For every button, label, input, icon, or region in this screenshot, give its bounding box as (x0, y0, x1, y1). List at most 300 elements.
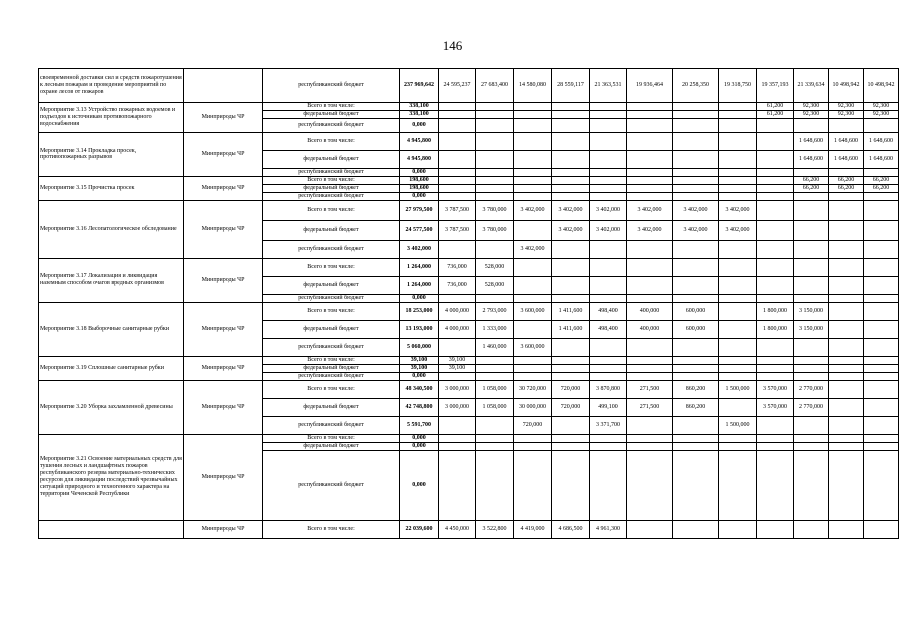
table-row (39, 520, 899, 538)
year-value-cell (552, 338, 590, 356)
year-value-cell: 3 402,000 (627, 220, 673, 240)
year-value-cell (864, 220, 899, 240)
year-value-cell: 499,100 (590, 398, 627, 416)
year-value-cell (627, 184, 673, 192)
year-value-cell (590, 434, 627, 442)
year-value-cell (757, 338, 794, 356)
year-value-cell (719, 356, 757, 364)
year-value-cell: 21 363,531 (590, 69, 627, 103)
total-cell: 39,100 (400, 356, 439, 364)
year-value-cell (757, 220, 794, 240)
total-cell: 27 979,500 (400, 200, 439, 220)
year-value-cell (864, 356, 899, 364)
year-value-cell (552, 434, 590, 442)
year-value-cell (552, 151, 590, 169)
year-value-cell: 66,200 (829, 176, 864, 184)
year-value-cell (590, 176, 627, 184)
year-value-cell (757, 442, 794, 450)
year-value-cell (719, 434, 757, 442)
year-value-cell (552, 364, 590, 372)
year-value-cell (552, 119, 590, 133)
total-cell: 18 253,000 (400, 302, 439, 320)
year-value-cell: 1 648,600 (829, 133, 864, 151)
year-value-cell (627, 442, 673, 450)
year-value-cell (864, 192, 899, 200)
year-value-cell (552, 103, 590, 111)
total-cell: 24 577,500 (400, 220, 439, 240)
year-value-cell (627, 276, 673, 294)
year-value-cell (673, 192, 719, 200)
total-cell: 0,000 (400, 450, 439, 520)
year-value-cell: 1 460,000 (476, 338, 514, 356)
year-value-cell (590, 151, 627, 169)
measure-name: Мероприятие 3.21 Освоение материальных средств для тушения лесных и ландшафтных пожаров республиканского резерва материально-технических ресурсов для ликвидации последствий чрезвычайных ситуаций природного и техногенного характера на территории Чеченской Республики (39, 434, 184, 520)
year-value-cell (829, 398, 864, 416)
year-value-cell (439, 450, 476, 520)
year-value-cell (829, 450, 864, 520)
year-value-cell (829, 169, 864, 177)
year-value-cell: 3 402,000 (552, 200, 590, 220)
year-value-cell: 61,200 (757, 111, 794, 119)
year-value-cell (829, 372, 864, 380)
year-value-cell: 3 000,000 (439, 398, 476, 416)
year-value-cell (552, 240, 590, 258)
year-value-cell (794, 364, 829, 372)
year-value-cell (627, 119, 673, 133)
table-row (39, 103, 899, 111)
year-value-cell (673, 184, 719, 192)
year-value-cell (757, 176, 794, 184)
year-value-cell (439, 133, 476, 151)
total-cell: 198,600 (400, 184, 439, 192)
year-value-cell (757, 240, 794, 258)
total-cell: 0,000 (400, 294, 439, 302)
year-value-cell: 1 500,000 (719, 416, 757, 434)
measure-name: Мероприятие 3.14 Прокладка просек, противопожарных разрывов (39, 133, 184, 177)
year-value-cell (864, 258, 899, 276)
year-value-cell (439, 416, 476, 434)
year-value-cell (590, 103, 627, 111)
year-value-cell (514, 356, 552, 364)
year-value-cell (794, 200, 829, 220)
total-cell: 198,600 (400, 176, 439, 184)
year-value-cell (627, 133, 673, 151)
year-value-cell (719, 176, 757, 184)
funding-source: Всего в том числе: (263, 200, 400, 220)
measure-name: Мероприятие 3.17 Локализация и ликвидация наземным способом очагов вредных организмов (39, 258, 184, 302)
year-value-cell (794, 119, 829, 133)
year-value-cell (719, 294, 757, 302)
year-value-cell (673, 276, 719, 294)
year-value-cell (864, 372, 899, 380)
year-value-cell (757, 450, 794, 520)
table-row (39, 434, 899, 442)
total-cell: 0,000 (400, 442, 439, 450)
year-value-cell (514, 442, 552, 450)
year-value-cell (590, 184, 627, 192)
funding-source: федеральный бюджет (263, 111, 400, 119)
funding-source: республиканский бюджет (263, 450, 400, 520)
year-value-cell (439, 176, 476, 184)
year-value-cell: 528,000 (476, 258, 514, 276)
year-value-cell: 4 686,500 (552, 520, 590, 538)
year-value-cell (514, 364, 552, 372)
year-value-cell: 61,200 (757, 103, 794, 111)
year-value-cell (864, 240, 899, 258)
year-value-cell (439, 434, 476, 442)
year-value-cell (476, 294, 514, 302)
total-cell: 42 748,800 (400, 398, 439, 416)
year-value-cell: 600,000 (673, 302, 719, 320)
year-value-cell: 860,200 (673, 380, 719, 398)
year-value-cell (476, 356, 514, 364)
year-value-cell (864, 169, 899, 177)
year-value-cell (514, 151, 552, 169)
year-value-cell: 498,400 (590, 320, 627, 338)
year-value-cell: 92,300 (864, 111, 899, 119)
measure-name: Мероприятие 3.20 Уборка захламленной древесины (39, 380, 184, 434)
year-value-cell (673, 434, 719, 442)
year-value-cell: 720,000 (514, 416, 552, 434)
year-value-cell: 2 770,000 (794, 398, 829, 416)
year-value-cell: 24 595,237 (439, 69, 476, 103)
year-value-cell: 1 648,600 (829, 151, 864, 169)
year-value-cell (829, 356, 864, 364)
year-value-cell (476, 133, 514, 151)
year-value-cell: 3 402,000 (514, 200, 552, 220)
year-value-cell (439, 442, 476, 450)
year-value-cell (439, 151, 476, 169)
total-cell: 0,000 (400, 169, 439, 177)
year-value-cell (673, 338, 719, 356)
measure-name: Мероприятие 3.16 Лесопатологическое обследование (39, 200, 184, 258)
year-value-cell (719, 151, 757, 169)
year-value-cell (590, 111, 627, 119)
year-value-cell (864, 434, 899, 442)
year-value-cell (627, 434, 673, 442)
year-value-cell: 2 770,000 (794, 380, 829, 398)
funding-source: Всего в том числе: (263, 520, 400, 538)
funding-source: Всего в том числе: (263, 176, 400, 184)
year-value-cell (757, 119, 794, 133)
year-value-cell (590, 258, 627, 276)
year-value-cell (757, 184, 794, 192)
year-value-cell: 860,200 (673, 398, 719, 416)
year-value-cell (514, 111, 552, 119)
year-value-cell (627, 176, 673, 184)
year-value-cell (757, 133, 794, 151)
year-value-cell (829, 276, 864, 294)
year-value-cell (864, 520, 899, 538)
funding-source: федеральный бюджет (263, 364, 400, 372)
year-value-cell (439, 119, 476, 133)
year-value-cell (476, 416, 514, 434)
year-value-cell: 92,300 (794, 103, 829, 111)
funding-source: федеральный бюджет (263, 184, 400, 192)
year-value-cell (627, 450, 673, 520)
year-value-cell: 66,200 (794, 184, 829, 192)
responsible-executor: Минприроды ЧР (184, 356, 263, 380)
year-value-cell (439, 111, 476, 119)
year-value-cell: 1 411,600 (552, 320, 590, 338)
year-value-cell (794, 338, 829, 356)
year-value-cell (552, 356, 590, 364)
year-value-cell: 400,000 (627, 302, 673, 320)
year-value-cell (476, 192, 514, 200)
year-value-cell (627, 338, 673, 356)
responsible-executor: Минприроды ЧР (184, 176, 263, 200)
year-value-cell (514, 184, 552, 192)
year-value-cell (719, 169, 757, 177)
year-value-cell (794, 372, 829, 380)
funding-source: республиканский бюджет (263, 338, 400, 356)
year-value-cell: 30 720,000 (514, 380, 552, 398)
year-value-cell (476, 372, 514, 380)
total-cell: 0,000 (400, 119, 439, 133)
year-value-cell (864, 380, 899, 398)
year-value-cell (864, 276, 899, 294)
measure-name (39, 520, 184, 538)
year-value-cell (864, 119, 899, 133)
year-value-cell: 3 787,500 (439, 220, 476, 240)
responsible-executor: Минприроды ЧР (184, 434, 263, 520)
year-value-cell: 1 648,600 (864, 151, 899, 169)
responsible-executor: Минприроды ЧР (184, 380, 263, 434)
year-value-cell (439, 294, 476, 302)
year-value-cell: 39,100 (439, 356, 476, 364)
funding-source: федеральный бюджет (263, 398, 400, 416)
responsible-executor: Минприроды ЧР (184, 133, 263, 177)
year-value-cell (590, 240, 627, 258)
year-value-cell (719, 398, 757, 416)
year-value-cell (829, 192, 864, 200)
year-value-cell (719, 364, 757, 372)
year-value-cell (719, 119, 757, 133)
year-value-cell (794, 294, 829, 302)
year-value-cell: 3 402,000 (627, 200, 673, 220)
total-cell: 5 591,700 (400, 416, 439, 434)
year-value-cell (719, 258, 757, 276)
measure-name: Мероприятие 3.18 Выборочные санитарные рубки (39, 302, 184, 356)
funding-source: республиканский бюджет (263, 169, 400, 177)
year-value-cell: 3 150,000 (794, 302, 829, 320)
year-value-cell: 1 648,600 (794, 151, 829, 169)
total-cell: 48 340,500 (400, 380, 439, 398)
total-cell: 4 945,800 (400, 133, 439, 151)
year-value-cell (757, 192, 794, 200)
year-value-cell (514, 294, 552, 302)
year-value-cell (757, 200, 794, 220)
year-value-cell (476, 176, 514, 184)
year-value-cell (673, 520, 719, 538)
total-cell: 237 969,642 (400, 69, 439, 103)
year-value-cell (719, 276, 757, 294)
budget-table (38, 68, 899, 539)
year-value-cell: 1 648,600 (794, 133, 829, 151)
funding-source: федеральный бюджет (263, 220, 400, 240)
year-value-cell: 20 258,350 (673, 69, 719, 103)
year-value-cell (627, 372, 673, 380)
funding-source: республиканский бюджет (263, 192, 400, 200)
year-value-cell (476, 119, 514, 133)
year-value-cell (514, 119, 552, 133)
year-value-cell: 1 800,000 (757, 302, 794, 320)
table-row (39, 176, 899, 184)
year-value-cell (673, 151, 719, 169)
year-value-cell (673, 364, 719, 372)
funding-source: Всего в том числе: (263, 302, 400, 320)
year-value-cell (829, 240, 864, 258)
year-value-cell: 39,100 (439, 364, 476, 372)
year-value-cell: 30 000,000 (514, 398, 552, 416)
year-value-cell (673, 258, 719, 276)
year-value-cell: 27 683,400 (476, 69, 514, 103)
year-value-cell (719, 338, 757, 356)
year-value-cell (829, 520, 864, 538)
year-value-cell (829, 416, 864, 434)
measure-name: своевременной доставки сил и средств пожаротушения к лесным пожарам и проведение мероприятий по охране лесов от пожаров (39, 69, 184, 103)
year-value-cell (794, 434, 829, 442)
year-value-cell (864, 398, 899, 416)
year-value-cell: 28 559,117 (552, 69, 590, 103)
year-value-cell (757, 151, 794, 169)
year-value-cell (757, 276, 794, 294)
funding-source: федеральный бюджет (263, 442, 400, 450)
year-value-cell: 3 402,000 (514, 240, 552, 258)
responsible-executor: Минприроды ЧР (184, 103, 263, 133)
year-value-cell (829, 380, 864, 398)
year-value-cell (719, 372, 757, 380)
year-value-cell (552, 111, 590, 119)
funding-source: Всего в том числе: (263, 434, 400, 442)
year-value-cell (590, 294, 627, 302)
year-value-cell: 92,300 (829, 103, 864, 111)
year-value-cell: 720,000 (552, 380, 590, 398)
year-value-cell: 3 402,000 (719, 200, 757, 220)
total-cell: 22 039,600 (400, 520, 439, 538)
year-value-cell (673, 176, 719, 184)
responsible-executor: Минприроды ЧР (184, 302, 263, 356)
year-value-cell: 3 000,000 (439, 380, 476, 398)
total-cell: 338,100 (400, 111, 439, 119)
year-value-cell (673, 119, 719, 133)
year-value-cell (627, 356, 673, 364)
year-value-cell (829, 442, 864, 450)
year-value-cell: 3 780,000 (476, 220, 514, 240)
funding-source: республиканский бюджет (263, 294, 400, 302)
year-value-cell (673, 111, 719, 119)
year-value-cell: 4 450,000 (439, 520, 476, 538)
year-value-cell (864, 416, 899, 434)
year-value-cell (514, 450, 552, 520)
year-value-cell (719, 111, 757, 119)
year-value-cell (794, 169, 829, 177)
year-value-cell (829, 338, 864, 356)
year-value-cell (673, 450, 719, 520)
year-value-cell (552, 276, 590, 294)
year-value-cell: 3 870,800 (590, 380, 627, 398)
year-value-cell (673, 356, 719, 364)
year-value-cell (590, 169, 627, 177)
year-value-cell (552, 258, 590, 276)
total-cell: 0,000 (400, 192, 439, 200)
year-value-cell (757, 169, 794, 177)
year-value-cell: 66,200 (864, 184, 899, 192)
year-value-cell (864, 442, 899, 450)
year-value-cell (590, 356, 627, 364)
year-value-cell (794, 258, 829, 276)
year-value-cell (627, 240, 673, 258)
total-cell: 13 193,000 (400, 320, 439, 338)
year-value-cell (719, 103, 757, 111)
year-value-cell (627, 192, 673, 200)
year-value-cell (476, 169, 514, 177)
year-value-cell (719, 133, 757, 151)
funding-source: Всего в том числе: (263, 103, 400, 111)
total-cell: 3 402,000 (400, 240, 439, 258)
year-value-cell: 21 339,634 (794, 69, 829, 103)
year-value-cell (514, 192, 552, 200)
year-value-cell (719, 450, 757, 520)
year-value-cell: 92,300 (864, 103, 899, 111)
year-value-cell (757, 356, 794, 364)
year-value-cell (864, 320, 899, 338)
year-value-cell (476, 103, 514, 111)
year-value-cell (719, 302, 757, 320)
table-row (39, 380, 899, 398)
year-value-cell: 92,300 (829, 111, 864, 119)
year-value-cell: 3 402,000 (552, 220, 590, 240)
responsible-executor: Минприроды ЧР (184, 258, 263, 302)
total-cell: 0,000 (400, 372, 439, 380)
year-value-cell: 66,200 (864, 176, 899, 184)
year-value-cell (794, 416, 829, 434)
year-value-cell (794, 192, 829, 200)
year-value-cell (829, 302, 864, 320)
page-number: 146 (442, 38, 463, 53)
total-cell: 5 060,000 (400, 338, 439, 356)
year-value-cell (673, 416, 719, 434)
year-value-cell (514, 258, 552, 276)
responsible-executor: Минприроды ЧР (184, 520, 263, 538)
total-cell: 338,100 (400, 103, 439, 111)
year-value-cell (794, 240, 829, 258)
year-value-cell (552, 294, 590, 302)
year-value-cell (719, 442, 757, 450)
year-value-cell (627, 520, 673, 538)
year-value-cell: 10 498,942 (864, 69, 899, 103)
table-row (39, 133, 899, 151)
year-value-cell (590, 119, 627, 133)
year-value-cell (829, 200, 864, 220)
year-value-cell (476, 434, 514, 442)
year-value-cell: 528,000 (476, 276, 514, 294)
year-value-cell: 3 600,000 (514, 338, 552, 356)
year-value-cell (476, 442, 514, 450)
year-value-cell (829, 434, 864, 442)
year-value-cell (552, 442, 590, 450)
year-value-cell (673, 240, 719, 258)
year-value-cell (476, 364, 514, 372)
year-value-cell (590, 364, 627, 372)
year-value-cell (719, 184, 757, 192)
funding-source: республиканский бюджет (263, 119, 400, 133)
year-value-cell: 3 402,000 (590, 220, 627, 240)
year-value-cell: 3 150,000 (794, 320, 829, 338)
year-value-cell: 3 522,800 (476, 520, 514, 538)
year-value-cell: 3 402,000 (719, 220, 757, 240)
year-value-cell (476, 111, 514, 119)
